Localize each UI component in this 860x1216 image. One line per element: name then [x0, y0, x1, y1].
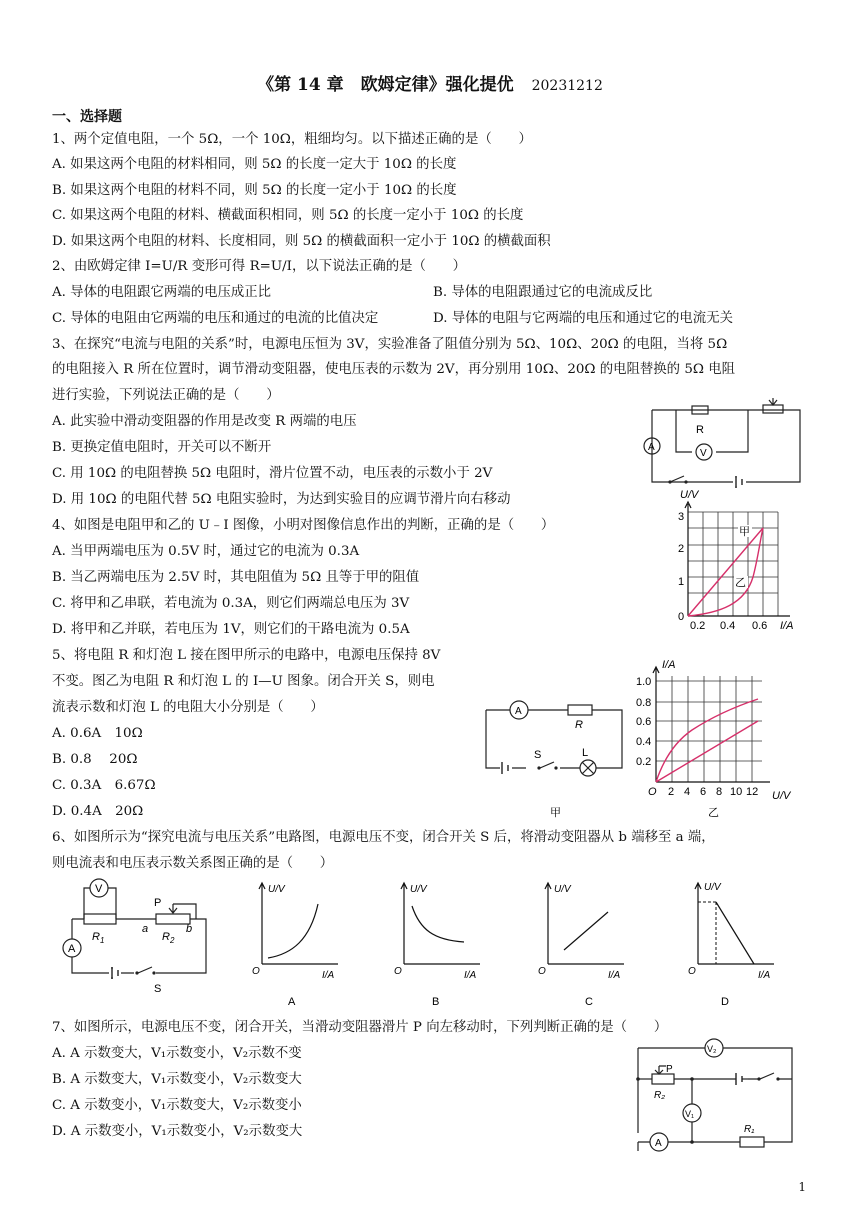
- q4-option-a: A. 当甲两端电压为 0.5V 时，通过它的电流为 0.3A: [52, 544, 360, 559]
- q6a-xlabel: I/A: [322, 970, 335, 981]
- q2-option-a: A. 导体的电阻跟它两端的电压成正比: [52, 285, 272, 300]
- q4-ytick-2: 2: [678, 543, 685, 555]
- q5-xtick-10: 10: [730, 786, 743, 798]
- q2-stem: 2、由欧姆定律 I=U/R 变形可得 R=U/I，以下说法正确的是（ ）: [52, 259, 467, 274]
- q6b-xlabel: I/A: [464, 970, 477, 981]
- q5-option-d: D. 0.4A 20Ω: [52, 804, 144, 819]
- q1-option-c: C. 如果这两个电阻的材料、横截面积相同，则 5Ω 的长度一定小于 10Ω 的长度: [52, 208, 524, 223]
- q6c-origin: O: [538, 966, 546, 977]
- q6-option-b-label: B: [432, 996, 440, 1008]
- q5-ytick-06: 0.6: [636, 716, 652, 728]
- q3-stem-line3: 进行实验，下列说法正确的是（ ）: [52, 388, 280, 403]
- q6-graph-b: [394, 878, 494, 1008]
- q4-curve-jia-label: 甲: [739, 526, 750, 538]
- q6-stem-line1: 6、如图所示为“探究电流与电压关系”电路图，电源电压不变，闭合开关 S 后，将滑动变阻器从 b 端移至 a 端，: [52, 830, 715, 845]
- q4-xlabel: I/A: [780, 620, 794, 632]
- q7-ammeter-label: A: [655, 1138, 662, 1149]
- q5-option-b: B. 0.8 20Ω: [52, 752, 138, 767]
- q4-ui-graph: [650, 489, 820, 636]
- q5-iu-graph: [634, 659, 806, 822]
- q5-switch-label: S: [534, 749, 542, 761]
- q6-option-a-label: A: [288, 996, 296, 1008]
- q7-option-b: B. A 示数变大，V₁示数变小，V₂示数变大: [52, 1072, 302, 1087]
- q5-xlabel: U/V: [772, 790, 791, 802]
- page-number: 1: [798, 1180, 806, 1194]
- q4-curve-yi-label: 乙: [735, 577, 746, 589]
- q6-r2-label: [162, 931, 175, 945]
- q4-ylabel: U/V: [680, 489, 699, 501]
- q5-xtick-8: 8: [716, 786, 723, 798]
- q3-stem-line2: 的电阻接入 R 所在位置时，调节滑动变阻器，使电压表的示数为 2V，再分别用 10Ω、20Ω 的电阻替换的 5Ω 电阻: [52, 362, 735, 377]
- q5-xtick-4: 4: [684, 786, 691, 798]
- q4-option-d: D. 将甲和乙并联，若电压为 1V，则它们的干路电流为 0.5A: [52, 622, 410, 637]
- q6-end-b-label: b: [186, 923, 193, 935]
- q4-option-b: B. 当乙两端电压为 2.5V 时，其电阻值为 5Ω 且等于甲的阻值: [52, 570, 420, 585]
- q2-option-c: C. 导体的电阻由它两端的电压和通过的电流的比值决定: [52, 311, 379, 326]
- q5-xtick-6: 6: [700, 786, 707, 798]
- q5-xtick-2: 2: [668, 786, 675, 798]
- q6a-origin: O: [252, 966, 260, 977]
- q5-lamp-label: L: [582, 747, 589, 759]
- q6-switch-label: S: [154, 983, 162, 995]
- q1-option-a: A. 如果这两个电阻的材料相同，则 5Ω 的长度一定大于 10Ω 的长度: [52, 157, 457, 172]
- q7-v1-label: V₁: [685, 1109, 695, 1119]
- q4-xtick-06: 0.6: [752, 620, 768, 632]
- q6-end-a-label: a: [142, 923, 149, 935]
- q7-option-d: D. A 示数变小，V₁示数变小，V₂示数变大: [52, 1124, 303, 1139]
- q6-slider-p-label: P: [154, 897, 162, 909]
- q6-option-c-label: C: [585, 996, 593, 1008]
- q5-ytick-04: 0.4: [636, 736, 652, 748]
- q6-ammeter-label: A: [68, 943, 76, 955]
- q6-r1-subscript: 1: [99, 936, 105, 945]
- q4-xtick-02: 0.2: [690, 620, 706, 632]
- page-title: [0, 70, 860, 95]
- q6c-ylabel: U/V: [554, 884, 571, 895]
- q6b-origin: O: [394, 966, 402, 977]
- q5-caption-jia: 甲: [550, 807, 561, 819]
- q6-graph-c: [538, 878, 638, 1008]
- q5-ammeter-label: A: [515, 706, 522, 717]
- title-date: 20231212: [531, 78, 603, 94]
- q5-ytick-08: 0.8: [636, 697, 652, 709]
- q3-voltmeter-label: V: [700, 448, 707, 459]
- q5-stem-line1: 5、将电阻 R 和灯泡 L 接在图甲所示的电路中，电源电压保持 8V: [52, 648, 441, 663]
- q6b-ylabel: U/V: [410, 884, 427, 895]
- q6d-ylabel: U/V: [704, 882, 721, 893]
- q3-r-label: R: [696, 424, 704, 436]
- q6-r1-label: [92, 931, 104, 945]
- q7-slider-p-label: P: [666, 1064, 673, 1075]
- q7-option-a: A. A 示数变大，V₁示数变小，V₂示数不变: [52, 1046, 302, 1061]
- q3-stem-line1: 3、在探究“电流与电阻的关系”时，电源电压恒为 3V，实验准备了阻值分别为 5Ω、10Ω、20Ω 的电阻，当将 5Ω: [52, 337, 728, 352]
- q7-v2-label: V₂: [707, 1044, 717, 1054]
- q5-circuit-diagram: [482, 694, 632, 820]
- q6-voltmeter-label: V: [95, 883, 103, 895]
- q6-graph-a: [252, 878, 352, 1008]
- q5-r-label: R: [575, 719, 583, 731]
- title-text: 《第 14 章 欧姆定律》强化提优: [257, 75, 514, 95]
- q4-option-c: C. 将甲和乙串联，若电流为 0.3A，则它们两端总电压为 3V: [52, 596, 410, 611]
- q3-circuit-diagram: [636, 396, 806, 488]
- q3-option-b: B. 更换定值电阻时，开关可以不断开: [52, 440, 272, 455]
- q3-option-a: A. 此实验中滑动变阻器的作用是改变 R 两端的电压: [52, 414, 357, 429]
- q5-option-c: C. 0.3A 6.67Ω: [52, 778, 156, 793]
- q7-option-c: C. A 示数变小，V₁示数变大，V₂示数变小: [52, 1098, 302, 1113]
- q6-r1-letter: R: [92, 931, 100, 943]
- q7-circuit-diagram: [632, 1036, 804, 1154]
- q3-option-c: C. 用 10Ω 的电阻替换 5Ω 电阻时，滑片位置不动，电压表的示数小于 2V: [52, 466, 493, 481]
- q5-origin: O: [648, 786, 657, 798]
- q1-stem: 1、两个定值电阻，一个 5Ω，一个 10Ω，粗细均匀。以下描述正确的是（ ）: [52, 132, 532, 147]
- q5-xtick-12: 12: [746, 786, 759, 798]
- q6d-xlabel: I/A: [758, 970, 771, 981]
- q6-graph-d: [688, 878, 788, 1008]
- q5-stem-line2: 不变。图乙为电阻 R 和灯泡 L 的 I—U 图象。闭合开关 S，则电: [52, 674, 435, 689]
- q6d-origin: O: [688, 966, 696, 977]
- q4-origin: 0: [678, 611, 685, 623]
- q6-circuit-diagram: [54, 872, 214, 998]
- q4-ytick-1: 1: [678, 576, 685, 588]
- q5-ylabel: I/A: [662, 659, 676, 671]
- q7-r1-label: R₁: [744, 1124, 755, 1135]
- q5-caption-yi: 乙: [708, 807, 719, 819]
- q4-xtick-04: 0.4: [720, 620, 736, 632]
- q6-option-d-label: D: [721, 996, 729, 1008]
- section-heading: 一、选择题: [52, 109, 122, 125]
- q2-option-b: B. 导体的电阻跟通过它的电流成反比: [433, 285, 653, 300]
- q1-option-d: D. 如果这两个电阻的材料、长度相同，则 5Ω 的横截面积一定小于 10Ω 的横截面积: [52, 234, 551, 249]
- q5-ytick-10: 1.0: [636, 676, 652, 688]
- q7-r2-label: R₂: [654, 1090, 666, 1101]
- q4-stem: 4、如图是电阻甲和乙的 U﹣I 图像，小明对图像信息作出的判断，正确的是（ ）: [52, 518, 555, 533]
- q5-option-a: A. 0.6A 10Ω: [52, 726, 143, 741]
- q4-ytick-3: 3: [678, 511, 685, 523]
- q6a-ylabel: U/V: [268, 884, 285, 895]
- q6-stem-line2: 则电流表和电压表示数关系图正确的是（ ）: [52, 856, 334, 871]
- q5-ytick-02: 0.2: [636, 756, 652, 768]
- q6c-xlabel: I/A: [608, 970, 621, 981]
- q7-stem: 7、如图所示，电源电压不变，闭合开关，当滑动变阻器滑片 P 向左移动时，下列判断正确的是（ ）: [52, 1020, 668, 1035]
- q6-r2-subscript: 2: [169, 936, 175, 945]
- q2-option-d: D. 导体的电阻与它两端的电压和通过它的电流无关: [433, 311, 733, 326]
- q5-stem-line3: 流表示数和灯泡 L 的电阻大小分别是（ ）: [52, 700, 324, 715]
- q3-option-d: D. 用 10Ω 的电阻代替 5Ω 电阻实验时，为达到实验目的应调节滑片向右移动: [52, 492, 511, 507]
- q6-r2-letter: R: [162, 931, 170, 943]
- q3-ammeter-label: A: [648, 442, 655, 453]
- q1-option-b: B. 如果这两个电阻的材料不同，则 5Ω 的长度一定小于 10Ω 的长度: [52, 183, 457, 198]
